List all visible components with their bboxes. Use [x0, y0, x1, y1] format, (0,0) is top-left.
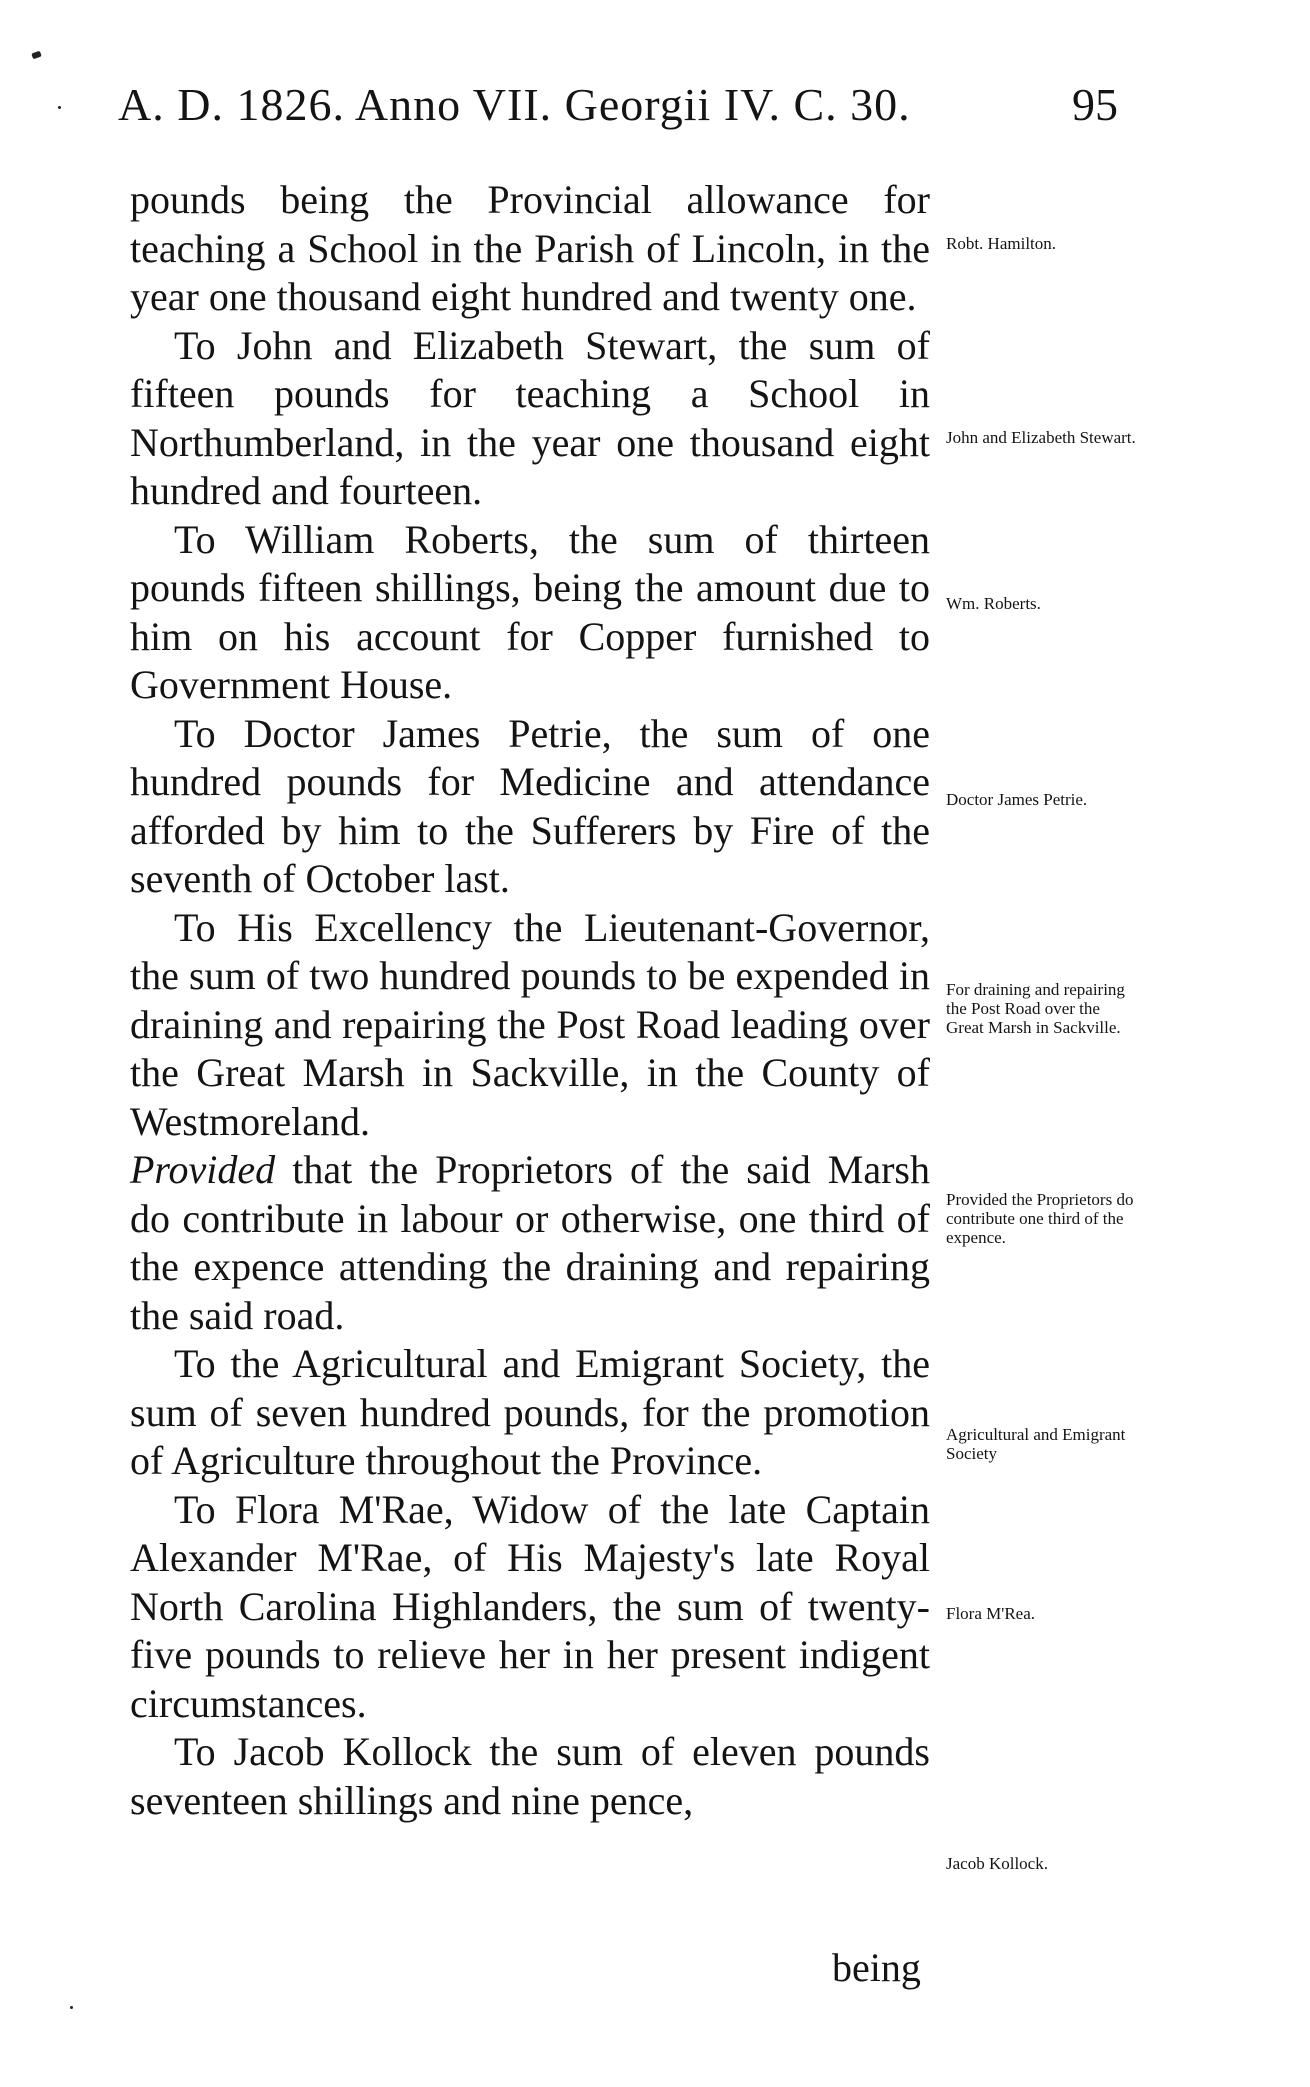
paragraph-continuation: pounds being the Provincial allowance for teaching a School in the Parish of Lincoln, in the year one thousand eight hundred and twenty one. [130, 177, 930, 319]
margin-note-roberts: Wm. Roberts. [946, 594, 1041, 613]
paragraph-mrae: To Flora M'Rae, Widow of the late Captain Alexander M'Rae, of His Majesty's late Royal North Carolina Highlanders, the sum of twenty-five pounds to relieve her in her present indigent circumstances. [130, 1486, 930, 1726]
margin-note-petrie: Doctor James Petrie. [946, 790, 1088, 809]
ink-speck [31, 51, 42, 60]
page-number: 95 [1072, 79, 1118, 130]
margin-note-post-road: For draining and repairing the Post Road over the Great Marsh in Sackville. [946, 980, 1125, 1037]
margin-note-kollock: Jacob Kollock. [946, 1854, 1048, 1873]
paragraph-roberts: To William Roberts, the sum of thirteen pounds fifteen shillings, being the amount due to him on his account for Copper furnished to Government House. [130, 516, 930, 707]
margin-note-hamilton: Robt. Hamilton. [946, 234, 1057, 253]
margin-note-mrea: Flora M'Rea. [946, 1604, 1035, 1623]
paragraph-petrie: To Doctor James Petrie, the sum of one hundred pounds for Medicine and attendance afforded by him to the Sufferers by Fire of the seventh of October last. [130, 710, 930, 901]
page-header [118, 70, 1168, 150]
ink-speck [58, 106, 61, 109]
paragraph-stewart: To John and Elizabeth Stewart, the sum of fifteen pounds for teaching a School in Northumberland, in the year one thousand eight hundred and fourteen. [130, 322, 930, 513]
catchword: being [832, 1945, 921, 1990]
proviso-paragraph [130, 1146, 930, 1340]
paragraph-lieutenant-governor: To His Excellency the Lieutenant-Governor, the sum of two hundred pounds to be expended in draining and repairing the Post Road leading over the Great Marsh in Sackville, in the County of Westmoreland. [130, 904, 930, 1144]
margin-note-stewart: John and Elizabeth Stewart. [946, 428, 1136, 447]
paragraph-kollock: To Jacob Kollock the sum of eleven pounds seventeen shillings and nine pence, [130, 1729, 930, 1823]
running-head: A. D. 1826. Anno VII. Georgii IV. C. 30. [118, 79, 911, 130]
ink-speck [70, 2006, 73, 2009]
body-text [130, 176, 930, 1825]
margin-note-proviso: Provided the Proprietors do contribute one third of the expence. [946, 1190, 1134, 1247]
margin-note-agricultural-society: Agricultural and Emigrant Society [946, 1425, 1126, 1463]
paragraph-agricultural-society: To the Agricultural and Emigrant Society, the sum of seven hundred pounds, for the promotion of Agriculture throughout the Province. [130, 1341, 930, 1483]
proviso-lead: Provided [130, 1147, 276, 1192]
proviso-text: that the Proprietors of the said Marsh do contribute in labour or otherwise, one third of the expence attending the draining and repairing the said road. [130, 1147, 930, 1338]
